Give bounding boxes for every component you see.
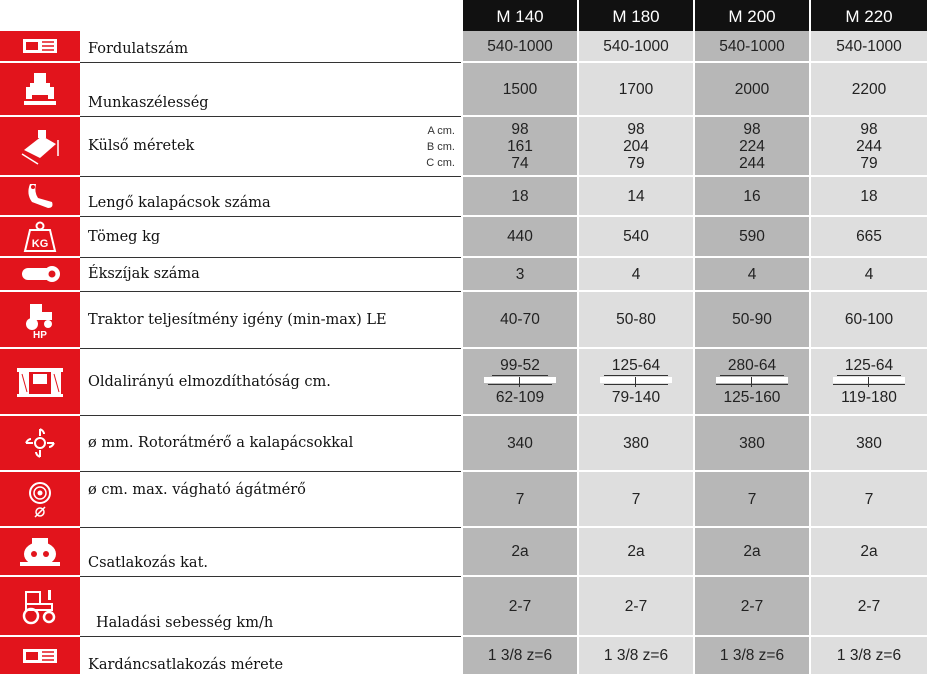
dimension-sublabel-a: A cm. (427, 124, 455, 137)
spec-row (0, 257, 927, 291)
spec-label: Munkaszélesség (80, 62, 462, 116)
spec-value: 1 3/8 z=6 (578, 636, 694, 675)
spec-value: 540-1000 (462, 31, 578, 62)
spec-value: 14 (578, 176, 694, 216)
spec-value: 3 (462, 257, 578, 291)
spec-value: 7 (578, 471, 694, 527)
dim-a: 98 (627, 120, 645, 138)
dim-b: 204 (623, 137, 649, 155)
spec-value: 2-7 (578, 576, 694, 636)
header-row (0, 0, 927, 31)
spec-row (0, 415, 927, 471)
spec-value: 7 (694, 471, 810, 527)
spec-value: 16 (694, 176, 810, 216)
spec-value: 380 (578, 415, 694, 471)
spec-row (0, 216, 927, 257)
spec-value: 60-100 (810, 291, 927, 348)
model-header-m200: M 200 (694, 0, 810, 31)
spec-value: 440 (462, 216, 578, 257)
shift-left: 99-52 (492, 357, 548, 376)
spec-value: 380 (810, 415, 927, 471)
spec-label: Haladási sebesség km/h (80, 576, 462, 636)
dimension-sublabel-c: C cm. (426, 156, 455, 169)
hp-label: HP (33, 329, 47, 340)
spec-value: 4 (578, 257, 694, 291)
kg-label: KG (31, 237, 49, 250)
spec-value (462, 116, 578, 176)
spec-row (0, 62, 927, 116)
spec-label: Fordulatszám (80, 31, 462, 62)
dim-a: 98 (860, 120, 878, 138)
hitch-icon (0, 527, 80, 576)
hammer-blade-icon (0, 176, 80, 216)
spec-value: 2000 (694, 62, 810, 116)
spec-label: Csatlakozás kat. (80, 527, 462, 576)
spec-value (810, 348, 927, 415)
spec-row (0, 636, 927, 675)
tractor-speed-icon (0, 576, 80, 636)
dim-b: 244 (856, 137, 882, 155)
dimension-sublabel-b: B cm. (426, 140, 455, 153)
pto-shaft-icon (0, 31, 80, 62)
spec-value (578, 116, 694, 176)
spec-value: 1 3/8 z=6 (694, 636, 810, 675)
spec-value (694, 116, 810, 176)
spec-value: 1 3/8 z=6 (462, 636, 578, 675)
model-header-m140: M 140 (462, 0, 578, 31)
spec-value (462, 348, 578, 415)
dim-c: 74 (511, 154, 529, 172)
spec-value: 540 (578, 216, 694, 257)
spec-value: 1 3/8 z=6 (810, 636, 927, 675)
spec-value: 50-90 (694, 291, 810, 348)
spec-value (694, 348, 810, 415)
spec-value: 540-1000 (578, 31, 694, 62)
spec-value: 2a (578, 527, 694, 576)
spec-label: Oldalirányú elmozdíthatóság cm. (80, 348, 462, 415)
spec-value (810, 116, 927, 176)
spec-row (0, 471, 927, 527)
spec-label: Tömeg kg (80, 216, 462, 257)
spec-label: ø cm. max. vágható ágátmérő (80, 471, 462, 527)
spec-value: 540-1000 (694, 31, 810, 62)
spec-value: 18 (462, 176, 578, 216)
tractor-width-icon (0, 62, 80, 116)
weight-kg-icon (0, 216, 80, 257)
spec-value: 665 (810, 216, 927, 257)
dim-c: 244 (739, 154, 765, 172)
spec-value: 7 (810, 471, 927, 527)
mower-dimensions-icon (0, 116, 80, 176)
branch-diameter-icon (0, 471, 80, 527)
shift-left: 125-64 (837, 357, 901, 376)
spec-row (0, 31, 927, 62)
spec-label: ø mm. Rotorátmérő a kalapácsokkal (80, 415, 462, 471)
spec-value: 380 (694, 415, 810, 471)
spec-value: 50-80 (578, 291, 694, 348)
spec-row (0, 576, 927, 636)
spec-label (80, 116, 462, 176)
dim-a: 98 (743, 120, 761, 138)
spec-value: 4 (694, 257, 810, 291)
spec-row (0, 291, 927, 348)
spec-value: 2a (810, 527, 927, 576)
dimension-sublabels (426, 123, 455, 171)
dim-c: 79 (627, 154, 645, 172)
spec-value: 40-70 (462, 291, 578, 348)
side-shift-icon (0, 348, 80, 415)
spec-label: Ékszíjak száma (80, 257, 462, 291)
spec-value: 18 (810, 176, 927, 216)
spec-value: 7 (462, 471, 578, 527)
spec-row (0, 527, 927, 576)
spec-row (0, 176, 927, 216)
spec-value: 2a (462, 527, 578, 576)
spec-value: 1700 (578, 62, 694, 116)
dim-c: 79 (860, 154, 878, 172)
shift-right: 62-109 (488, 384, 552, 406)
spec-value: 2-7 (462, 576, 578, 636)
model-header-m220: M 220 (810, 0, 927, 31)
spec-label-text: Külső méretek (88, 138, 195, 154)
spec-label: Kardáncsatlakozás mérete (80, 636, 462, 675)
spec-value: 540-1000 (810, 31, 927, 62)
spec-value: 340 (462, 415, 578, 471)
spec-row (0, 116, 927, 176)
spec-label: Lengő kalapácsok száma (80, 176, 462, 216)
spec-value: 4 (810, 257, 927, 291)
shift-left: 280-64 (720, 357, 784, 376)
spec-value: 2200 (810, 62, 927, 116)
pto-shaft-icon (0, 636, 80, 675)
header-spacer (0, 0, 80, 31)
spec-value: 1500 (462, 62, 578, 116)
spec-value: 2a (694, 527, 810, 576)
shift-right: 125-160 (716, 384, 789, 406)
spec-label: Traktor teljesítmény igény (min-max) LE (80, 291, 462, 348)
shift-right: 79-140 (604, 384, 668, 406)
spec-row (0, 348, 927, 415)
belt-pulley-icon (0, 257, 80, 291)
dim-b: 224 (739, 137, 765, 155)
spec-value: 2-7 (694, 576, 810, 636)
spec-value: 590 (694, 216, 810, 257)
shift-right: 119-180 (833, 384, 905, 406)
tractor-hp-icon (0, 291, 80, 348)
model-header-m180: M 180 (578, 0, 694, 31)
spec-value (578, 348, 694, 415)
spec-value: 2-7 (810, 576, 927, 636)
header-spacer (80, 0, 462, 31)
rotor-icon (0, 415, 80, 471)
dim-a: 98 (511, 120, 529, 138)
shift-left: 125-64 (604, 357, 668, 376)
dim-b: 161 (507, 137, 533, 155)
